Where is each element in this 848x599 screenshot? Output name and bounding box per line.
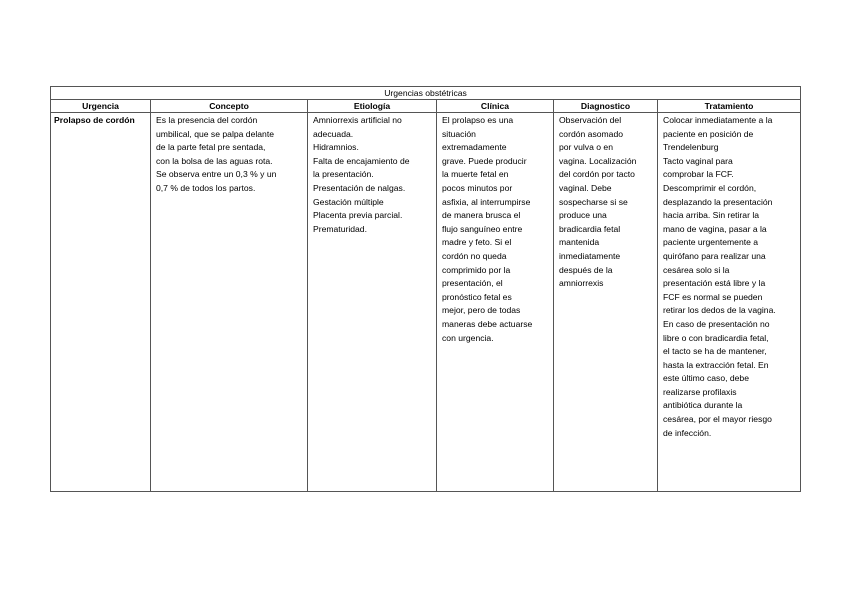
cell-line: adecuada.: [313, 128, 354, 139]
cell-line: El prolapso es una: [442, 115, 514, 125]
cell-line: mejor, pero de todas: [442, 305, 521, 316]
cell-line: la presentación.: [313, 169, 374, 180]
cell-line: umbilical, que se palpa delante: [156, 128, 275, 139]
cell-line: desplazando la presentación: [663, 196, 773, 207]
cell-line: por vulva o en: [559, 142, 613, 153]
cell-line: mano de vagina, pasar a la: [663, 223, 767, 234]
header-diagnostico: Diagnostico: [554, 100, 658, 113]
cell-line: libre o con bradicardia fetal,: [663, 332, 769, 343]
cell-line: con la bolsa de las aguas rota.: [156, 155, 273, 166]
cell-line: comprimido por la: [442, 264, 511, 275]
header-etiologia: Etiología: [308, 100, 437, 113]
cell-line: Amniorrexis artificial no: [313, 115, 402, 125]
cell-line: de manera brusca el: [442, 210, 521, 221]
cell-line: retirar los dedos de la vagina.: [663, 305, 776, 316]
cell-line: paciente en posición de: [663, 128, 754, 139]
document-page: [50, 86, 800, 492]
cell-line: produce una: [559, 210, 607, 221]
cell-line: asfixia, al interrumpirse: [442, 196, 531, 207]
cell-line: bradicardia fetal: [559, 223, 621, 234]
cell-line: FCF es normal se pueden: [663, 291, 763, 302]
cell-line: quirófano para realizar una: [663, 250, 766, 261]
header-concepto: Concepto: [151, 100, 308, 113]
cell-line: de infección.: [663, 427, 712, 438]
cell-line: cesárea, por el mayor riesgo: [663, 414, 772, 425]
cell-line: Presentación de nalgas.: [313, 182, 406, 193]
cell-clinica: [437, 113, 554, 492]
cell-line: de la parte fetal pre sentada,: [156, 142, 266, 153]
cell-line: flujo sanguíneo entre: [442, 223, 523, 234]
header-row: [51, 100, 801, 113]
cell-line: hacia arriba. Sin retirar la: [663, 210, 760, 221]
cell-line: vaginal. Debe: [559, 182, 612, 193]
cell-line: cesárea solo si la: [663, 264, 730, 275]
cell-line: madre y feto. Si el: [442, 237, 512, 248]
table-title: Urgencias obstétricas: [51, 87, 801, 100]
cell-line: amniorrexis: [559, 278, 604, 289]
cell-line: En caso de presentación no: [663, 318, 770, 329]
cell-line: Prematuridad.: [313, 223, 367, 234]
cell-line: Tacto vaginal para: [663, 155, 733, 166]
cell-line: sospecharse si se: [559, 196, 628, 207]
cell-line: Se observa entre un 0,3 % y un: [156, 169, 277, 180]
cell-line: Hidramnios.: [313, 142, 359, 153]
cell-line: extremadamente: [442, 142, 507, 153]
cell-line: paciente urgentemente a: [663, 237, 759, 248]
cell-line: presentación está libre y la: [663, 278, 766, 289]
cell-line: comprobar la FCF.: [663, 169, 734, 180]
cell-line: este último caso, debe: [663, 373, 749, 384]
cell-line: cordón no queda: [442, 250, 507, 261]
cell-tratamiento: [658, 113, 801, 492]
cell-line: el tacto se ha de mantener,: [663, 346, 767, 357]
cell-line: Trendelenburg: [663, 142, 719, 153]
cell-line: antibiótica durante la: [663, 400, 743, 411]
table-row: [51, 113, 801, 492]
cell-line: con urgencia.: [442, 332, 494, 343]
cell-line: pocos minutos por: [442, 182, 513, 193]
cell-line: Placenta previa parcial.: [313, 210, 403, 221]
title-row: [51, 87, 801, 100]
cell-line: Gestación múltiple: [313, 196, 384, 207]
cell-line: la muerte fetal en: [442, 169, 509, 180]
cell-urgencia: Prolapso de cordón: [51, 113, 151, 492]
header-tratamiento: Tratamiento: [658, 100, 801, 113]
cell-line: situación: [442, 128, 476, 139]
cell-line: Observación del: [559, 115, 622, 125]
cell-line: Colocar inmediatamente a la: [663, 115, 773, 125]
cell-line: grave. Puede producir: [442, 155, 527, 166]
header-urgencia: Urgencia: [51, 100, 151, 113]
cell-line: realizarse profilaxis: [663, 386, 737, 397]
cell-line: 0,7 % de todos los partos.: [156, 182, 256, 193]
cell-line: inmediatamente: [559, 250, 621, 261]
cell-line: Es la presencia del cordón: [156, 115, 258, 125]
urgencias-table: [50, 86, 801, 492]
header-clinica: Clínica: [437, 100, 554, 113]
cell-line: después de la: [559, 264, 613, 275]
cell-line: maneras debe actuarse: [442, 318, 533, 329]
cell-diagnostico: [554, 113, 658, 492]
cell-line: vagina. Localización: [559, 155, 637, 166]
cell-etiologia: [308, 113, 437, 492]
cell-line: Descomprimir el cordón,: [663, 182, 757, 193]
cell-line: del cordón por tacto: [559, 169, 635, 180]
cell-line: mantenida: [559, 237, 600, 248]
cell-line: pronóstico fetal es: [442, 291, 512, 302]
cell-line: Falta de encajamiento de: [313, 155, 410, 166]
cell-line: hasta la extracción fetal. En: [663, 359, 769, 370]
cell-concepto: [151, 113, 308, 492]
cell-line: presentación, el: [442, 278, 503, 289]
cell-line: cordón asomado: [559, 128, 624, 139]
